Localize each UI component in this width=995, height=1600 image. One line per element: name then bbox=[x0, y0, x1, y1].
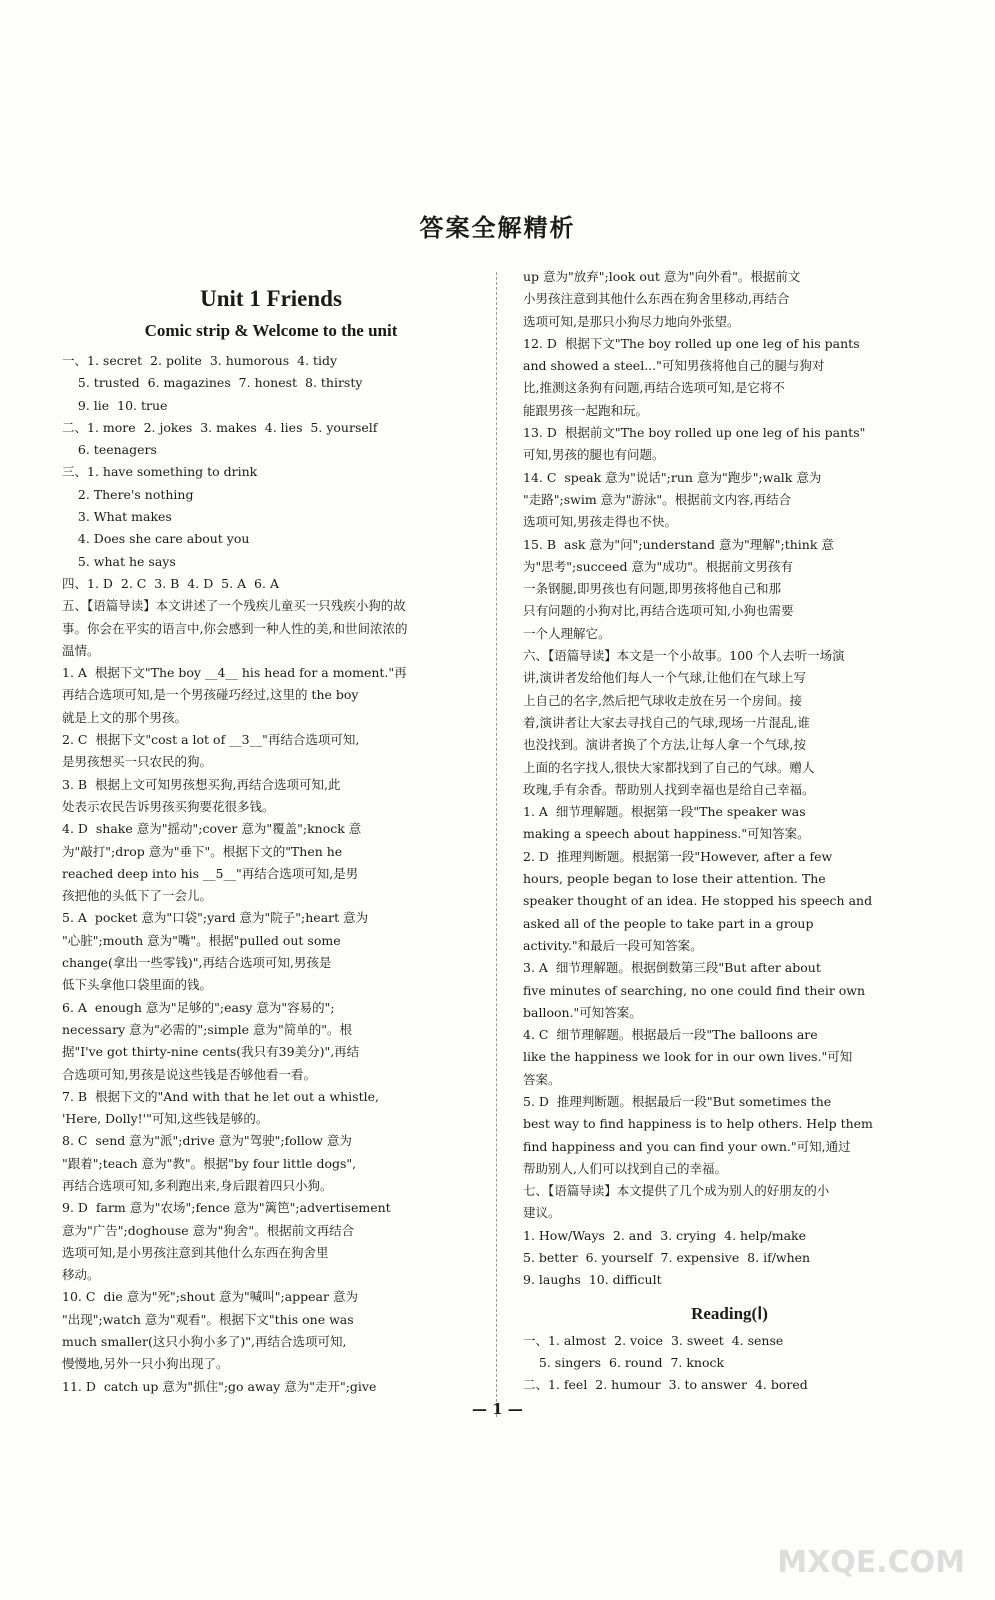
answer-line: balloon."可知答案。 bbox=[523, 1004, 642, 1020]
answer-line: 讲,演讲者发给他们每人一个气球,让他们在气球上写 bbox=[523, 670, 806, 686]
answer-line: 'Here, Dolly!'"可知,这些钱是够的。 bbox=[62, 1111, 269, 1127]
answer-line: "出现";watch 意为"观看"。根据下文"this one was bbox=[62, 1311, 354, 1327]
answer-line: 3. A 细节理解题。根据倒数第三段"But after about bbox=[523, 960, 821, 976]
answer-line: 七、【语篇导读】本文提供了几个成为别人的好朋友的小 bbox=[523, 1183, 830, 1199]
unit-title: Unit 1 Friends bbox=[200, 286, 342, 311]
answer-line: five minutes of searching, no one could find their own bbox=[523, 982, 866, 998]
answer-line: 1. A 细节理解题。根据第一段"The speaker was bbox=[523, 804, 806, 820]
reading-title: Reading(Ⅰ) bbox=[691, 1303, 768, 1323]
answer-line: 10. C die 意为"死";shout 意为"喊叫";appear 意为 bbox=[62, 1289, 358, 1305]
page-title: 答案全解精析 bbox=[419, 213, 576, 242]
answer-line: 1. A 根据下文"The boy __4__ his head for a moment."再 bbox=[62, 665, 407, 681]
answer-line: 建议。 bbox=[523, 1205, 561, 1221]
answer-line: 选项可知,男孩走得也不快。 bbox=[523, 514, 677, 530]
answer-line: 移动。 bbox=[62, 1267, 100, 1283]
answer-line: 帮助别人,人们可以找到自己的幸福。 bbox=[523, 1160, 727, 1176]
answer-line: 六、【语篇导读】本文是一个小故事。100 个人去听一场演 bbox=[523, 648, 845, 664]
answer-line: 4. C 细节理解题。根据最后一段"The balloons are bbox=[523, 1027, 818, 1043]
answer-line: reached deep into his __5__"再结合选项可知,是男 bbox=[62, 865, 359, 881]
answer-line: 只有问题的小狗对比,再结合选项可知,小狗也需要 bbox=[523, 603, 794, 619]
page-number: — 1 — bbox=[472, 1400, 523, 1418]
answer-line: 小男孩注意到其他什么东西在狗舍里移动,再结合 bbox=[523, 291, 790, 307]
answer-line: 选项可知,是那只小狗尽力地向外张望。 bbox=[523, 313, 740, 329]
answer-line: 三、1. have something to drink bbox=[62, 464, 258, 480]
reading-answer-lines bbox=[523, 1330, 936, 1397]
left-column bbox=[62, 266, 480, 1398]
answer-line: 14. C speak 意为"说话";run 意为"跑步";walk 意为 bbox=[523, 469, 822, 485]
answer-line: activity."和最后一段可知答案。 bbox=[523, 937, 703, 953]
answer-line: 一、1. secret 2. polite 3. humorous 4. tidy bbox=[62, 353, 338, 368]
answer-line: "走路";swim 意为"游泳"。根据前文内容,再结合 bbox=[523, 491, 792, 507]
answer-line: up 意为"放弃";look out 意为"向外看"。根据前文 bbox=[523, 269, 801, 284]
answer-line: 可知,男孩的腿也有问题。 bbox=[523, 447, 665, 463]
answer-line: 事。你会在平实的语言中,你会感到一种人性的美,和世间浓浓的 bbox=[62, 620, 408, 636]
answer-line: 5. what he says bbox=[62, 553, 176, 569]
answer-line: 意为"广告";doghouse 意为"狗舍"。根据前文再结合 bbox=[62, 1222, 355, 1238]
answer-line: 2. C 根据下文"cost a lot of __3__"再结合选项可知, bbox=[62, 732, 360, 748]
answer-line: 温情。 bbox=[62, 642, 100, 658]
answer-line: 低下头拿他口袋里面的钱。 bbox=[62, 977, 213, 993]
answer-line: making a speech about happiness."可知答案。 bbox=[523, 826, 810, 842]
answer-line: 再结合选项可知,是一个男孩碰巧经过,这里的 the boy bbox=[62, 687, 359, 703]
answer-line: change(拿出一些零钱)",再结合选项可知,男孩是 bbox=[62, 955, 332, 971]
answer-line: 4. D shake 意为"摇动";cover 意为"覆盖";knock 意 bbox=[62, 821, 362, 837]
answer-line: 3. What makes bbox=[62, 509, 172, 525]
answer-line: 再结合选项可知,多利跑出来,身后跟着四只小狗。 bbox=[62, 1177, 333, 1193]
answer-line: 慢慢地,另外一只小狗出现了。 bbox=[62, 1356, 229, 1372]
answer-line: 6. A enough 意为"足够的";easy 意为"容易的"; bbox=[62, 999, 335, 1015]
watermark-logo: MXQE.COM bbox=[777, 1545, 965, 1580]
answer-line: 5. better 6. yourself 7. expensive 8. if/when bbox=[523, 1250, 811, 1266]
answer-line: find happiness and you can find your own."可知,通过 bbox=[523, 1138, 851, 1154]
answer-line: "跟着";teach 意为"教"。根据"by four little dogs", bbox=[62, 1155, 357, 1171]
answer-line: best way to find happiness is to help others. Help them bbox=[523, 1116, 873, 1132]
column-divider bbox=[496, 272, 497, 1417]
answer-line: much smaller(这只小狗小多了)",再结合选项可知, bbox=[62, 1334, 347, 1350]
answer-line: 比,推测这条狗有问题,再结合选项可知,是它将不 bbox=[523, 380, 785, 396]
answer-line: 一个人理解它。 bbox=[523, 625, 611, 641]
answer-line: 能跟男孩一起跑和玩。 bbox=[523, 402, 649, 418]
answer-line: 二、1. feel 2. humour 3. to answer 4. bored bbox=[523, 1377, 808, 1393]
answer-line: "心脏";mouth 意为"嘴"。根据"pulled out some bbox=[62, 932, 341, 948]
answer-line: 上面的名字找人,很快大家都找到了自己的气球。赠人 bbox=[523, 759, 815, 775]
answer-line: speaker thought of an idea. He stopped his speech and bbox=[523, 893, 873, 909]
answer-line: necessary 意为"必需的";simple 意为"简单的"。根 bbox=[62, 1021, 352, 1037]
section-subtitle: Comic strip & Welcome to the unit bbox=[144, 321, 398, 340]
answer-line: 着,演讲者让大家去寻找自己的气球,现场一片混乱,谁 bbox=[523, 714, 810, 730]
answer-line: 5. trusted 6. magazines 7. honest 8. thirsty bbox=[62, 375, 363, 391]
answer-line: 也没找到。演讲者换了个方法,让每人拿一个气球,按 bbox=[523, 737, 806, 753]
answer-line: 处表示农民告诉男孩买狗要花很多钱。 bbox=[62, 798, 275, 814]
answer-line: 答案。 bbox=[523, 1071, 561, 1087]
answer-line: 3. B 根据上文可知男孩想买狗,再结合选项可知,此 bbox=[62, 776, 341, 792]
left-answer-lines bbox=[62, 350, 480, 1398]
answer-line: 9. D farm 意为"农场";fence 意为"篱笆";advertisement bbox=[62, 1200, 391, 1216]
answer-line: 合选项可知,男孩是说这些钱是否够他看一看。 bbox=[62, 1066, 316, 1082]
answer-line: 11. D catch up 意为"抓住";go away 意为"走开";give bbox=[62, 1378, 377, 1394]
answer-line: 就是上文的那个男孩。 bbox=[62, 709, 188, 725]
answer-line: asked all of the people to take part in a group bbox=[523, 915, 814, 931]
answer-line: 一条钢腿,即男孩也有问题,即男孩将他自己和那 bbox=[523, 581, 781, 597]
answer-line: 为"思考";succeed 意为"成功"。根据前文男孩有 bbox=[523, 558, 793, 574]
answer-line: 1. How/Ways 2. and 3. crying 4. help/make bbox=[523, 1227, 806, 1243]
right-answer-lines bbox=[523, 266, 936, 1292]
answer-line: 二、1. more 2. jokes 3. makes 4. lies 5. yourself bbox=[62, 419, 378, 435]
answer-line: 6. teenagers bbox=[62, 442, 157, 458]
answer-line: 玫瑰,手有余香。帮助别人找到幸福也是给自己幸福。 bbox=[523, 781, 815, 797]
answer-line: 12. D 根据下文"The boy rolled up one leg of his pants bbox=[523, 335, 860, 351]
answer-line: 2. D 推理判断题。根据第一段"However, after a few bbox=[523, 848, 833, 864]
answer-line: 5. D 推理判断题。根据最后一段"But sometimes the bbox=[523, 1093, 832, 1109]
answer-line: 四、1. D 2. C 3. B 4. D 5. A 6. A bbox=[62, 575, 279, 591]
answer-line: 9. laughs 10. difficult bbox=[523, 1272, 662, 1288]
answer-line: and showed a steel..."可知男孩将他自己的腿与狗对 bbox=[523, 358, 825, 374]
answer-line: 是男孩想买一只农民的狗。 bbox=[62, 754, 213, 770]
answer-line: 为"敲打";drop 意为"垂下"。根据下文的"Then he bbox=[62, 843, 343, 859]
answer-line: 上自己的名字,然后把气球收走放在另一个房间。接 bbox=[523, 692, 802, 708]
answer-line: 7. B 根据下文的"And with that he let out a whistle, bbox=[62, 1088, 379, 1104]
answer-line: 2. There's nothing bbox=[62, 486, 194, 502]
answer-line: 5. A pocket 意为"口袋";yard 意为"院子";heart 意为 bbox=[62, 910, 369, 926]
answer-line: 15. B ask 意为"问";understand 意为"理解";think 意 bbox=[523, 536, 834, 552]
answer-line: 13. D 根据前文"The boy rolled up one leg of his pants" bbox=[523, 425, 866, 441]
answer-line: hours, people began to lose their attention. The bbox=[523, 871, 826, 887]
answer-line: 孩把他的头低下了一会儿。 bbox=[62, 888, 213, 904]
right-column bbox=[523, 266, 936, 1397]
answer-line: 5. singers 6. round 7. knock bbox=[523, 1354, 725, 1370]
answer-line: 五、【语篇导读】本文讲述了一个残疾儿童买一只残疾小狗的故 bbox=[62, 598, 406, 614]
answer-line: 选项可知,是小男孩注意到其他什么东西在狗舍里 bbox=[62, 1244, 329, 1260]
answer-line: 9. lie 10. true bbox=[62, 397, 168, 413]
answer-line: like the happiness we look for in our own lives."可知 bbox=[523, 1049, 853, 1065]
answer-line: 8. C send 意为"派";drive 意为"驾驶";follow 意为 bbox=[62, 1133, 352, 1149]
answer-line: 一、1. almost 2. voice 3. sweet 4. sense bbox=[523, 1332, 784, 1348]
answer-line: 4. Does she care about you bbox=[62, 531, 250, 547]
answer-line: 据"I've got thirty-nine cents(我只有39美分)",再结 bbox=[62, 1044, 360, 1060]
